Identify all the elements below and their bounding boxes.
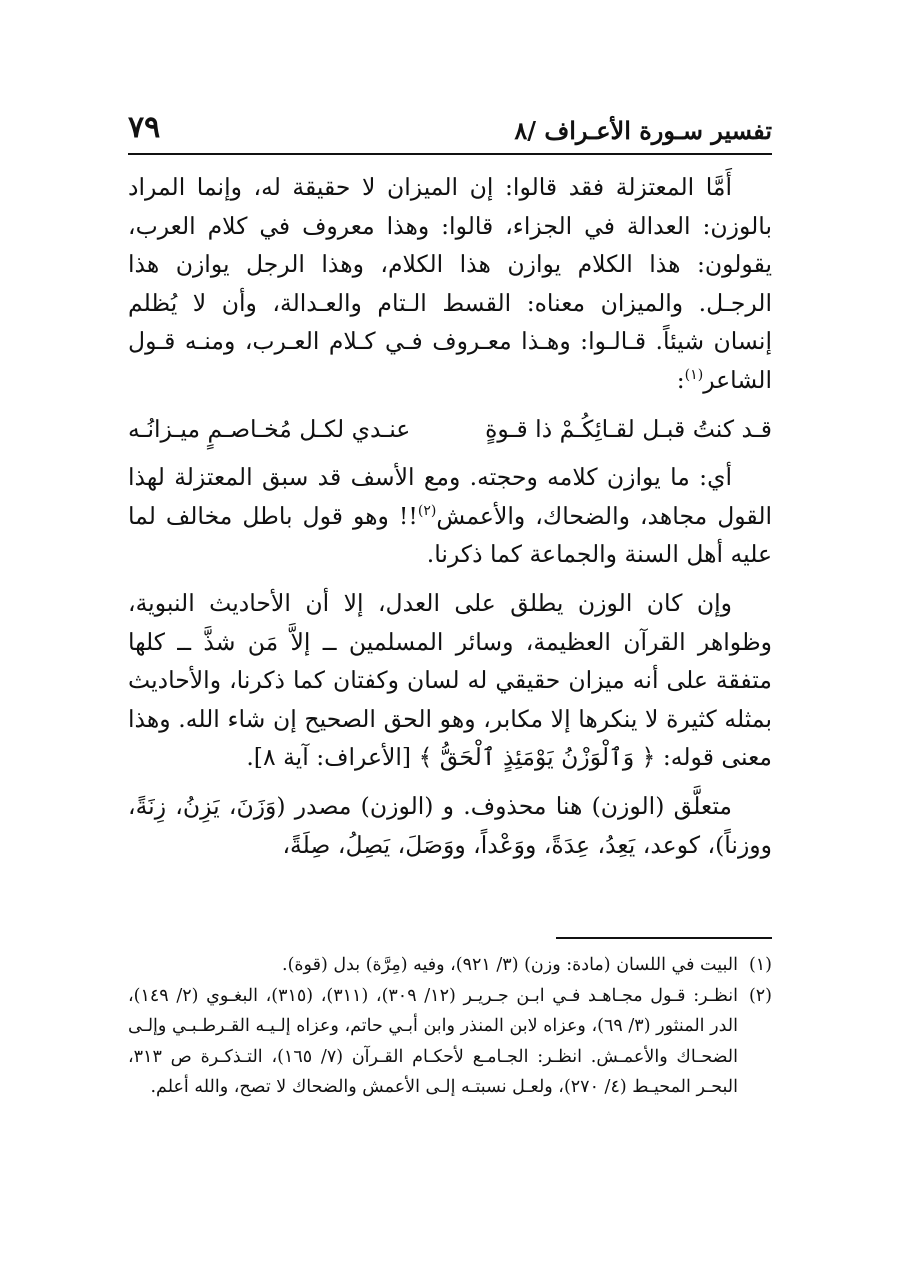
header-rule (128, 153, 772, 155)
verse-first-hemistich: قـد كنتُ قبـل لقـائِكُـمْ ذا قـوةٍ (485, 414, 772, 443)
main-text (128, 168, 772, 874)
footnote-text: البيت في اللسان (مادة: وزن) (٣/ ٩٢١)، وفيه (مِرَّة) بدل (قوة). (282, 955, 738, 975)
paragraph-mutazila-end: : (676, 365, 685, 394)
poetry-verse (128, 410, 772, 449)
footnote-number: (٢) (748, 985, 772, 1006)
footnote-text: انظـر: قـول مجـاهـد فـي ابـن جـريـر (١٢/ ٣٠٩)، (٣١١)، (٣١٥)، البغـوي (٢/ ١٤٩)، الدر المنثور (٣/ ٦٩)، وعزاه لابن المنذر وابن أبـي حاتم، وعزاه إلـيـه القـرطـبـي وإلـى الضحـاك والأعمـش. انظـر: الجـامـع لأحكـام القـرآن (٧/ ١٦٥)، التـذكـرة ص ٣١٣، البحـر المحيـط (٤/ ٢٧٠)، ولعـل نسبتـه إلـى الأعمش والضحاك لا تصح، والله أعلم. (128, 985, 738, 1097)
paragraph-explanation (128, 458, 772, 574)
verse-second-hemistich: عنـدي لكـل مُخـاصـمٍ ميـزانُـه (128, 414, 411, 443)
footnote-rule (556, 937, 772, 939)
page-header (128, 108, 772, 152)
paragraph-explanation-text-a: أي: ما يوازن كلامه وحجته. ومع الأسف قد سبق المعتزلة لهذا القول مجاهد، والضحاك، والأعمش (128, 463, 773, 530)
paragraph-explanation-text-b: !! وهو قول باطل مخالف لما عليه أهل السنة والجماعة كما ذكرنا. (128, 501, 772, 569)
paragraph-grammar: متعلَّق (الوزن) هنا محذوف. و (الوزن) مصدر (وَزَنَ، يَزِنُ، زِنَةً، ووزناً)، كوعد، يَعِدُ، عِدَةً، ووَعْداً، ووَصَلَ، يَصِلُ، صِلَةً، (128, 791, 772, 859)
footnote-2 (128, 981, 772, 1103)
paragraph-mutazila-text: أَمَّا المعتزلة فقد قالوا: إن الميزان لا حقيقة له، وإنما المراد بالوزن: العدالة في الجزاء، قالوا: وهذا معروف في كلام العرب، يقولون: هذا الكلام يوازن هذا الكلام، وهذا الرجل يوازن هذا الرجـل. والميزان معناه: القسط الـتام والعـدالة، وأن لا يُظلم إنسان شيئاً. قـالـوا: وهـذا معـروف فـي كـلام العـرب، ومنـه قـول الشاعر (128, 173, 772, 394)
footnotes (128, 950, 772, 1103)
paragraph-mutazila (128, 168, 772, 400)
running-title: تفسير سـورة الأعـراف /٨ (514, 116, 772, 145)
footnote-number: (١) (748, 955, 772, 975)
page-number: ٧٩ (128, 110, 161, 145)
footnote-ref-2: (٢) (417, 502, 437, 519)
footnote-ref-1: (١) (684, 367, 704, 384)
paragraph-real-scale: وإن كان الوزن يطلق على العدل، إلا أن الأحاديث النبوية، وظواهر القرآن العظيمة، وسائر المسلمين ــ إلاَّ مَن شذَّ ــ كلها متفقة على أنه ميزان حقيقي له لسان وكفتان كما ذكرنا، والأحاديث بمثله كثيرة لا ينكرها إلا مكابر، وهو الحق الصحيح إن شاء الله. وهذا معنى قوله: ﴿ وَٱلْوَزْنُ يَوْمَئِذٍ ٱلْحَقُّ ﴾ [الأعراف: آية ٨]. (128, 588, 772, 772)
footnote-1 (128, 950, 772, 981)
